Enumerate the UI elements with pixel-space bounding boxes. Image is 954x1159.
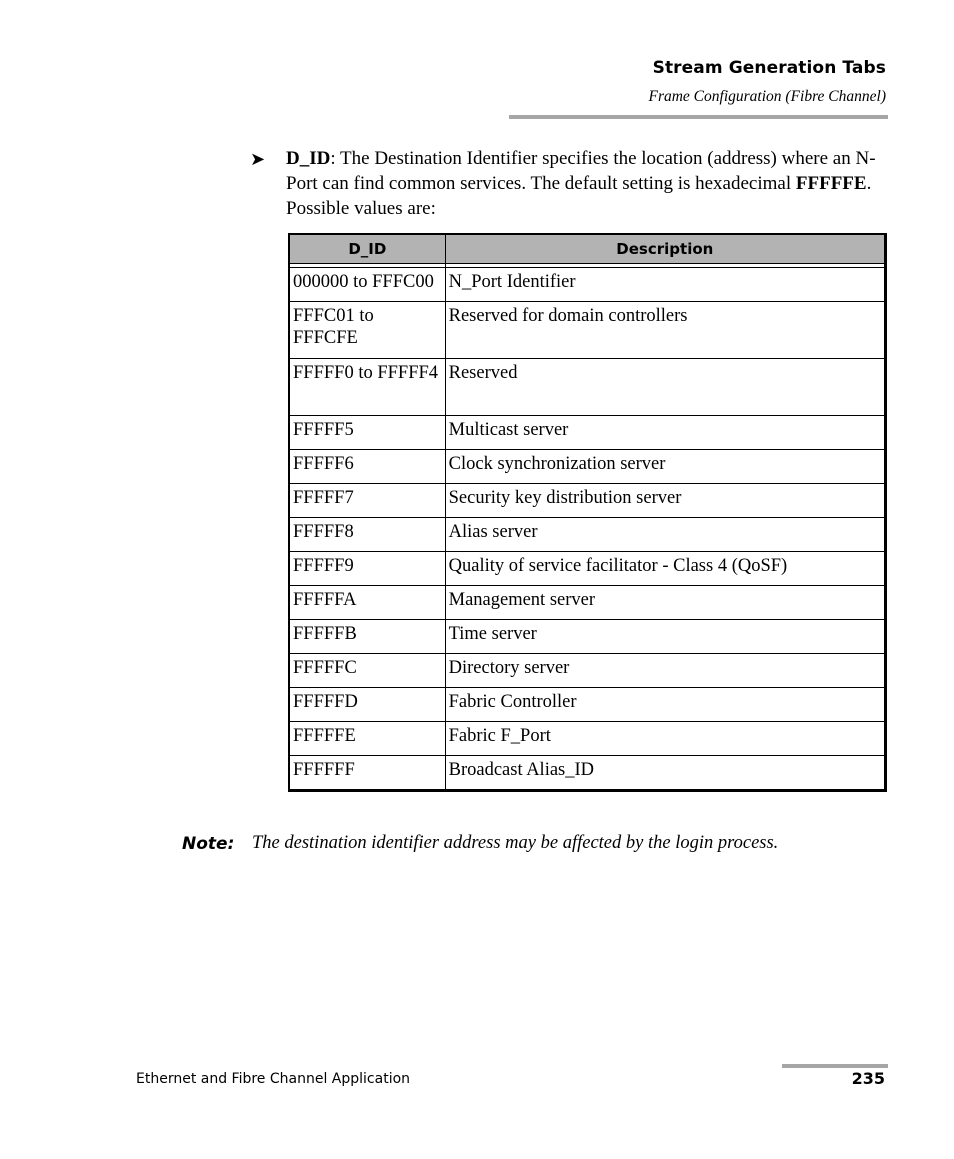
header-rule bbox=[509, 115, 888, 119]
did-cell: FFFFF6 bbox=[289, 450, 445, 484]
description-cell: Reserved for domain controllers bbox=[445, 302, 885, 359]
table-row bbox=[289, 268, 886, 302]
description-cell: Broadcast Alias_ID bbox=[445, 756, 885, 791]
did-cell: 000000 to FFFC00 bbox=[289, 268, 445, 302]
did-cell: FFFFFE bbox=[289, 722, 445, 756]
description-cell: Alias server bbox=[445, 518, 885, 552]
table-row bbox=[289, 302, 886, 359]
table-row bbox=[289, 359, 886, 416]
did-cell: FFFC01 to FFFCFE bbox=[289, 302, 445, 359]
table-row bbox=[289, 722, 886, 756]
description-cell: Security key distribution server bbox=[445, 484, 885, 518]
did-cell: FFFFFA bbox=[289, 586, 445, 620]
did-cell: FFFFF7 bbox=[289, 484, 445, 518]
table-row bbox=[289, 620, 886, 654]
table-row bbox=[289, 518, 886, 552]
intro-term: D_ID bbox=[286, 148, 331, 169]
description-cell: Directory server bbox=[445, 654, 885, 688]
did-cell: FFFFFC bbox=[289, 654, 445, 688]
table-row bbox=[289, 586, 886, 620]
section-title: Stream Generation Tabs bbox=[652, 58, 886, 78]
description-cell: Fabric Controller bbox=[445, 688, 885, 722]
footer-rule bbox=[782, 1064, 888, 1068]
did-values-table bbox=[288, 233, 887, 792]
page-number: 235 bbox=[851, 1069, 885, 1088]
table-row bbox=[289, 416, 886, 450]
description-cell: Multicast server bbox=[445, 416, 885, 450]
table-row bbox=[289, 450, 886, 484]
did-cell: FFFFF9 bbox=[289, 552, 445, 586]
section-subtitle: Frame Configuration (Fibre Channel) bbox=[648, 88, 886, 105]
description-cell: Fabric F_Port bbox=[445, 722, 885, 756]
description-cell: N_Port Identifier bbox=[445, 268, 885, 302]
did-cell: FFFFF5 bbox=[289, 416, 445, 450]
did-cell: FFFFF0 to FFFFF4 bbox=[289, 359, 445, 416]
header-description: Description bbox=[445, 234, 885, 264]
description-cell: Quality of service facilitator - Class 4 (QoSF) bbox=[445, 552, 885, 586]
did-cell: FFFFFF bbox=[289, 756, 445, 791]
description-cell: Reserved bbox=[445, 359, 885, 416]
did-cell: FFFFFB bbox=[289, 620, 445, 654]
table-row bbox=[289, 654, 886, 688]
did-cell: FFFFFD bbox=[289, 688, 445, 722]
bullet-arrow-icon: ➤ bbox=[250, 149, 266, 169]
header-did: D_ID bbox=[289, 234, 445, 264]
description-cell: Time server bbox=[445, 620, 885, 654]
description-cell: Clock synchronization server bbox=[445, 450, 885, 484]
intro-text-1: : The Destination Identifier specifies the location (address) where an N-Port can find common services. The default setting is hexadecimal bbox=[286, 148, 876, 194]
intro-paragraph bbox=[286, 146, 891, 221]
note-text: The destination identifier address may be affected by the login process. bbox=[252, 833, 779, 853]
table-row bbox=[289, 484, 886, 518]
footer-doc-title: Ethernet and Fibre Channel Application bbox=[136, 1071, 411, 1087]
table-row bbox=[289, 552, 886, 586]
table-header-row bbox=[289, 234, 886, 264]
did-cell: FFFFF8 bbox=[289, 518, 445, 552]
intro-default-value: FFFFFE bbox=[795, 173, 867, 194]
intro-text-2: . Possible values are: bbox=[286, 173, 872, 219]
table-row bbox=[289, 756, 886, 791]
description-cell: Management server bbox=[445, 586, 885, 620]
table-row bbox=[289, 688, 886, 722]
note-label: Note: bbox=[182, 834, 235, 854]
